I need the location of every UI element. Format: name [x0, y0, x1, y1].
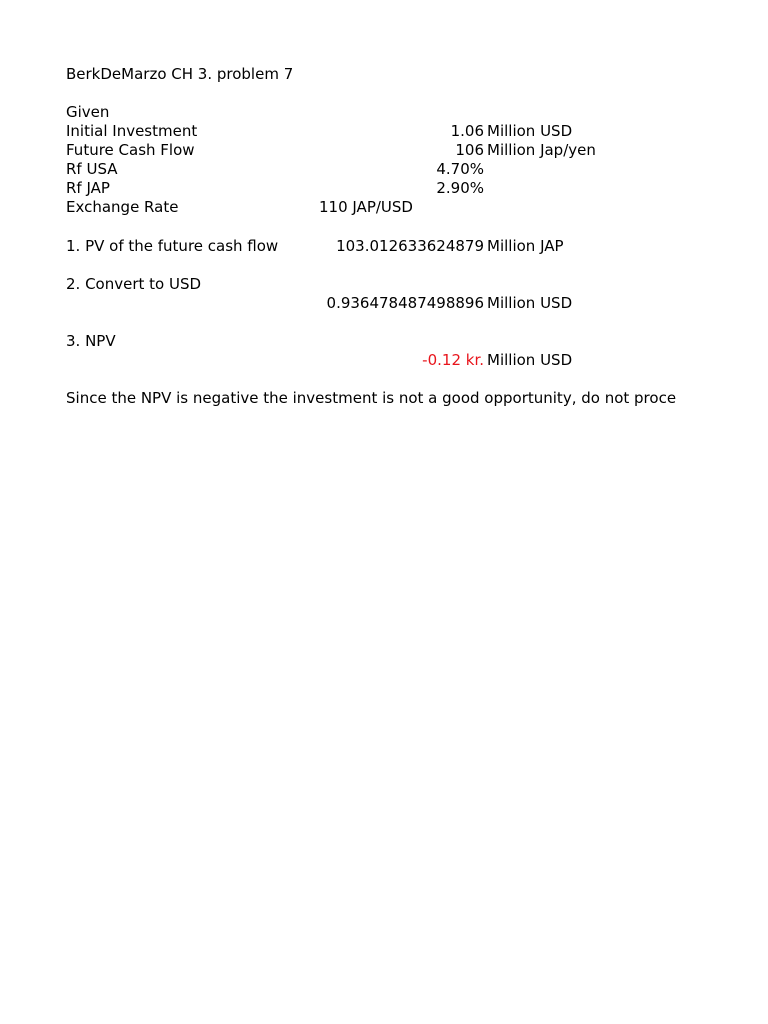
npv-unit: Million USD: [487, 351, 573, 369]
document-title: BerkDeMarzo CH 3. problem 7: [66, 65, 294, 83]
title-row: [0, 65, 768, 84]
exchange-rate-row: [0, 198, 768, 217]
given-label: Given: [66, 103, 110, 121]
rf-usa-row: [0, 160, 768, 179]
exchange-rate-label: Exchange Rate: [66, 198, 179, 216]
initial-investment-row: [0, 122, 768, 141]
npv-header-row: [0, 332, 768, 351]
pv-value: 103.012633624879: [336, 237, 484, 255]
exchange-rate-value: 110 JAP/USD: [319, 198, 413, 216]
rf-usa-label: Rf USA: [66, 160, 118, 178]
rf-jap-row: [0, 179, 768, 198]
conclusion-row: [0, 389, 768, 408]
rf-usa-value: 4.70%: [436, 160, 484, 178]
rf-jap-value: 2.90%: [436, 179, 484, 197]
pv-unit: Million JAP: [487, 237, 564, 255]
npv-label: 3. NPV: [66, 332, 116, 350]
conclusion-text: Since the NPV is negative the investment is not a good opportunity, do not proce: [66, 389, 677, 407]
rf-jap-label: Rf JAP: [66, 179, 110, 197]
npv-value: -0.12 kr.: [422, 351, 484, 369]
convert-label: 2. Convert to USD: [66, 275, 202, 293]
initial-investment-value: 1.06: [450, 122, 484, 140]
future-cash-flow-unit: Million Jap/yen: [487, 141, 596, 159]
future-cash-flow-label: Future Cash Flow: [66, 141, 195, 159]
pv-label: 1. PV of the future cash flow: [66, 237, 279, 255]
convert-unit: Million USD: [487, 294, 573, 312]
convert-header-row: [0, 275, 768, 294]
initial-investment-label: Initial Investment: [66, 122, 198, 140]
future-cash-flow-value: 106: [455, 141, 484, 159]
initial-investment-unit: Million USD: [487, 122, 573, 140]
future-cash-flow-row: [0, 141, 768, 160]
convert-value-row: [0, 294, 768, 313]
convert-value: 0.936478487498896: [326, 294, 484, 312]
pv-row: [0, 237, 768, 256]
given-header-row: [0, 103, 768, 122]
npv-value-row: [0, 351, 768, 370]
